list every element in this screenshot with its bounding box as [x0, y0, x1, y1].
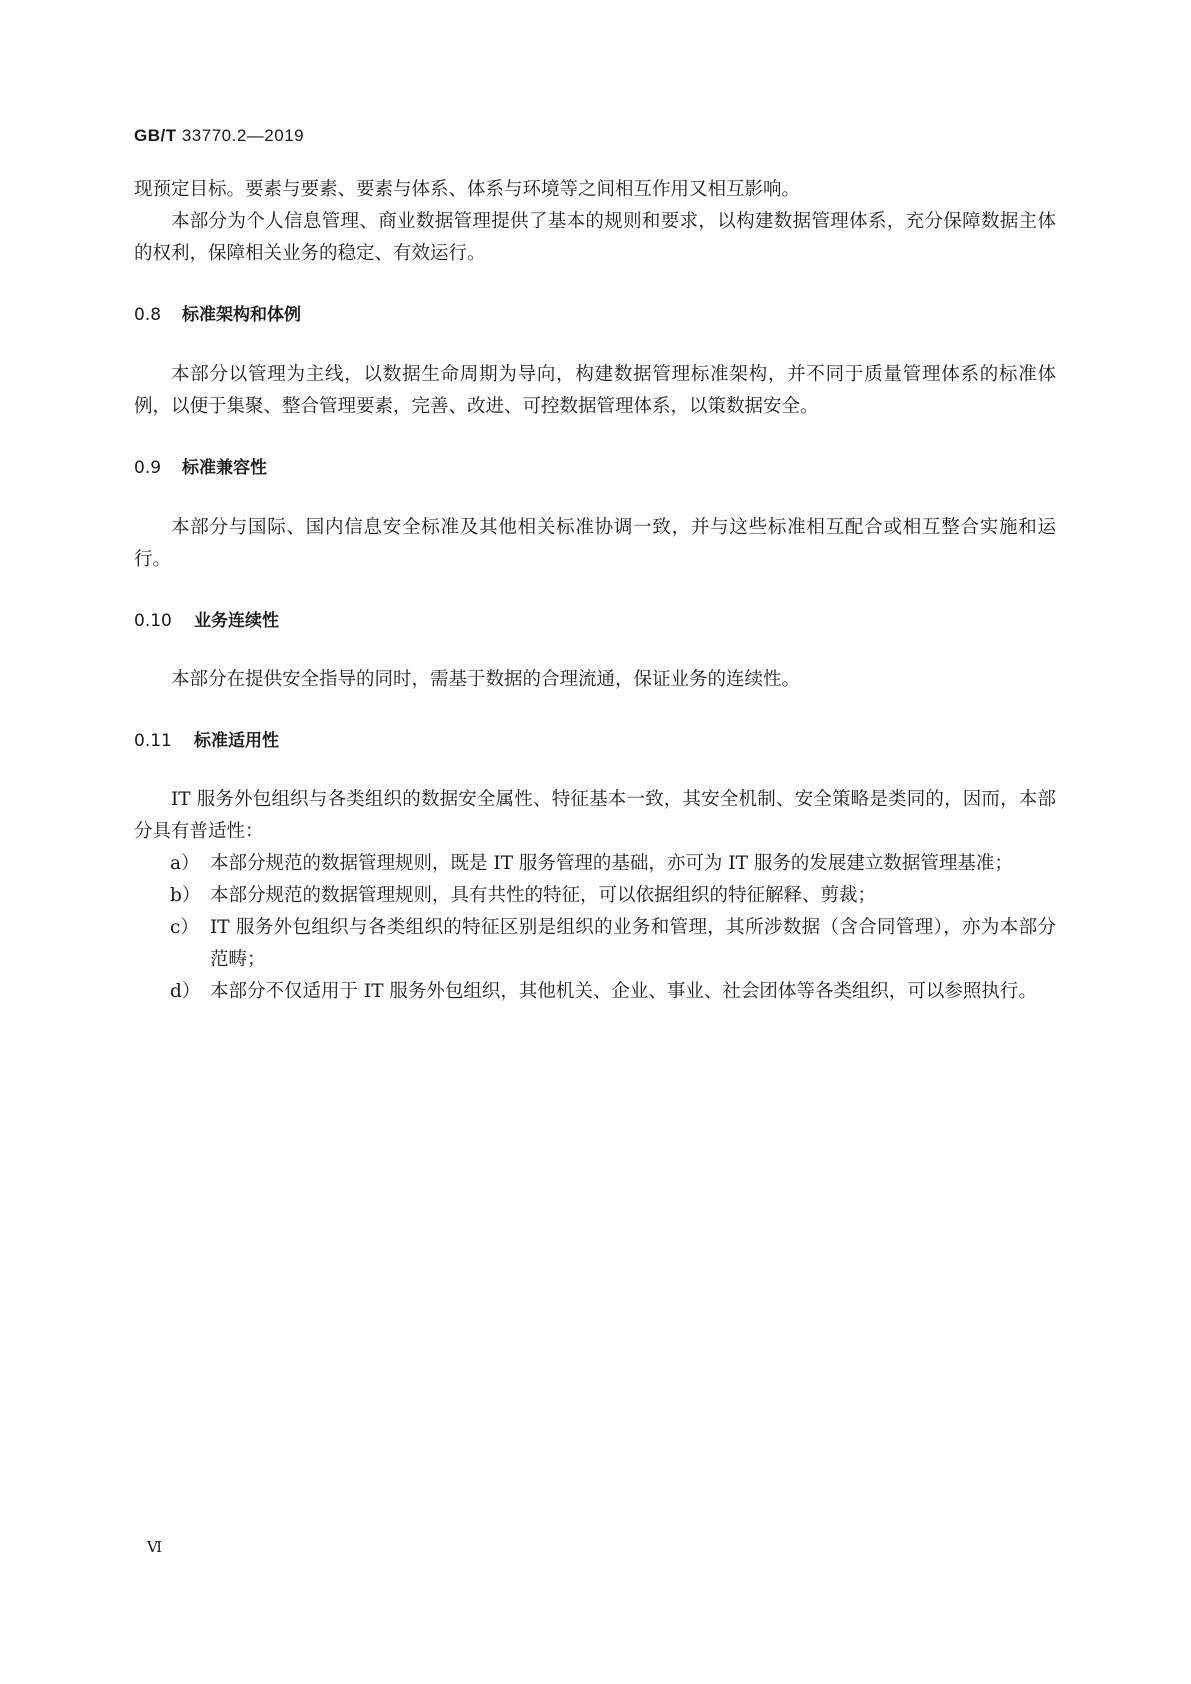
list-marker: a）: [170, 853, 200, 874]
section-number: 0.10: [134, 611, 172, 631]
section-body-0-10: 本部分在提供安全指导的同时，需基于数据的合理流通，保证业务的连续性。: [171, 669, 801, 690]
intro-continuation: 现预定目标。要素与要素、要素与体系、体系与环境等之间相互作用又相互影响。: [134, 179, 801, 200]
list-item-text: IT 服务外包组织与各类组织的特征区别是组织的业务和管理，其所涉数据（含合同管理），亦为本部分范畴；: [210, 917, 1056, 970]
list-item-text: 本部分规范的数据管理规则，既是 IT 服务管理的基础，亦可为 IT 服务的发展建立数据管理基准；: [210, 853, 1013, 874]
section-body-0-9: 本部分与国际、国内信息安全标准及其他相关标准协调一致，并与这些标准相互配合或相互整合实施和运行。: [134, 517, 1056, 570]
list-item-text: 本部分规范的数据管理规则，具有共性的特征，可以依据组织的特征解释、剪裁；: [210, 885, 877, 906]
document-body: [134, 174, 1056, 1008]
list-item: [134, 912, 1056, 976]
section-title: 标准适用性: [194, 731, 279, 751]
applicability-list: [134, 848, 1056, 1008]
list-item: [134, 880, 1056, 912]
list-marker: d）: [170, 981, 201, 1002]
section-heading-0-10: [134, 605, 1056, 637]
intro-paragraph: 本部分为个人信息管理、商业数据管理提供了基本的规则和要求，以构建数据管理体系，充分保障数据主体的权利，保障相关业务的稳定、有效运行。: [134, 211, 1056, 264]
standard-code-number: 33770.2—2019: [181, 126, 305, 145]
section-title: 业务连续性: [194, 611, 279, 631]
list-marker: c）: [170, 917, 199, 938]
section-heading-0-8: [134, 299, 1056, 331]
section-number: 0.11: [134, 731, 172, 751]
list-marker: b）: [170, 885, 201, 906]
list-item-text: 本部分不仅适用于 IT 服务外包组织，其他机关、企业、事业、社会团体等各类组织，可以参照执行。: [210, 981, 1037, 1002]
section-number: 0.9: [134, 458, 162, 478]
page-number: Ⅵ: [147, 1538, 163, 1556]
section-heading-0-11: [134, 725, 1056, 757]
standard-code: [134, 126, 304, 146]
list-item: [134, 976, 1056, 1008]
standard-code-prefix: GB/T: [134, 126, 177, 145]
section-title: 标准兼容性: [182, 458, 267, 478]
section-number: 0.8: [134, 305, 162, 325]
section-body-0-8: 本部分以管理为主线，以数据生命周期为导向，构建数据管理标准架构，并不同于质量管理体系的标准体例，以便于集聚、整合管理要素，完善、改进、可控数据管理体系，以策数据安全。: [134, 364, 1056, 417]
list-item: [134, 848, 1056, 880]
section-body-0-11: IT 服务外包组织与各类组织的数据安全属性、特征基本一致，其安全机制、安全策略是类同的，因而，本部分具有普适性：: [134, 789, 1056, 842]
section-heading-0-9: [134, 452, 1056, 484]
section-title: 标准架构和体例: [182, 305, 301, 325]
